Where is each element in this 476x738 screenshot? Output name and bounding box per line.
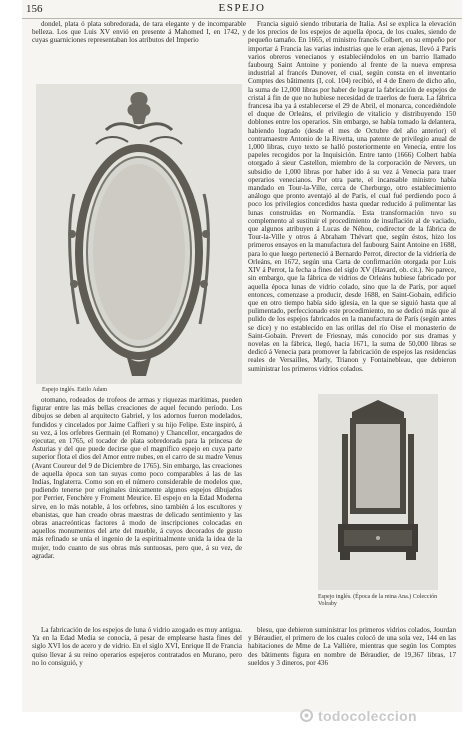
cheval-mirror-image: [318, 394, 438, 590]
book-page: [22, 0, 462, 712]
page-header: [22, 0, 462, 19]
column-top-left: [32, 20, 246, 82]
figure-cheval-mirror: [318, 394, 438, 590]
paragraph: dondel, plata ó plata sobredorada, de tara elegante y de incomparable belleza. Los que Luis XV envió en presente á Mahomed I, en 1742, y cuyas guarniciones representaban los atributos del Imperio: [32, 20, 246, 45]
column-bottom-left: [32, 626, 242, 712]
figure-caption-right: Espejo inglés. (Época de la reina Ana.) Colección Volraby: [318, 594, 438, 607]
watermark-text: todocoleccion: [318, 708, 417, 724]
oval-mirror-image: [36, 84, 242, 384]
figure-oval-mirror: [36, 84, 242, 384]
figure-caption-left: Espejo inglés. Estilo Adam: [42, 387, 107, 393]
column-middle-left: [32, 396, 242, 624]
paragraph: blesu, que debieron suministrar los primeros vidrios colados, Jourdan y Béraudier, el primero de los cuales colocó de una sola vez, 144 en las habitaciones de Mme de La Vallière, mientras que según los Comptes des bâtiments figura en nombre de Béraudier, de 19,367 libras, 17 sueldos y 3 dineros, por 436: [248, 626, 456, 667]
paragraph: otomano, rodeados de trofeos de armas y riquezas marítimas, pueden figurar entre las más bellas creaciones de aquel fecundo período. Los dibujos se deben al arquitecto Gabriel, y los adornos fueron modelados, fundidos y cincelados por Jaime Caffieri y su hijo Felipe. Este inspiró, á su vez, á los orfebres Germain (el Romano) y Chancellor, encargados de ejecutar, en 1765, el tocador de plata sobredorada para la princesa de Asturias y del que puede decirse que el magnífico espejo en cuya parte superior flota el dios del Amor entre nubes, en el carro de su madre Venus (Avant Coureur del 9 de Diciembre de 1765). Sin embargo, las creaciones de aquella época son tan suyas como poco comparables á las de las Indias, Inglaterra. Como son en el número considerable de modelos que, pudiendo tenerse por originales únicamente algunos espejos dibujados por Perrier, Fenchère y Froment Meurice. El espejo en la Edad Moderna sirve, en lo más notable, á los orfebres, sino también á los escultores y ebanistas, que han creado obras maestras de delicado sentimiento y las obras anacreónticas factores á modo de inscripciones colocadas en aquellos monumentos del arte del mueble, á cuyos decorados de gusto más refinado se unía el ingenio de la espiritualmente unida la idea de la mujer, todo cuanto de sus obras más suntuosas, pero que, á su vez, de agradar.: [32, 396, 242, 560]
paragraph: La fabricación de los espejos de luna ó vidrio azogado es muy antigua. Ya en la Edad Media se conocía, á pesar de emplearse hasta fines del siglo XVI los de acero y de vidrio. En el siglo XVI, Enrique II de Francia quiso llevar á su reino operarios espejeros contratados en Murano, pero no lo consiguió, y: [32, 626, 242, 667]
page-number: 156: [26, 3, 43, 15]
paragraph: Francia siguió siendo tributaria de Italia. Así se explica la elevación de los precios de los espejos de aquella época, de los cuales, siendo de pequeño tamaño. En 1665, el ministro francés Colbert, en su empeño por importar á Francia las varias industrias que le eran ajenas, llevó á París varios obreros venecianos y estableciéndolos en un barrio llamado faubourg Saint Antoine y poniendo al frente de la nueva empresa industrial al francés Dunover, el cual, según consta en el inventario Comptes des bâtiments (I, col. 104) recibió, el 4 de Enero de dicho año, la suma de 12,000 libras por haber de lograr la fabricación de espejos de cristal á fin de que no hubiese necesidad de traerlos de fuera. La fábrica francesa iba ya á establecerse el 29 de Abril, el monarca, concediéndole el duque de Orleáns, el privilegio de vitalicio y distribuyendo 150 doblones entre los operarios. Sin embargo, se había tomado la delantera, habiendo logrado (desde el mes de Octubre del año anterior) el contramaestre Antonio de la Rivetta, una patente de privilegio anual de 1,000 libras, cuyo texto se halló posteriormente en Venecia, entre los papeles recogidos por la Inquisición. Entre tanto (1666) Colbert había otorgado á sieur Castellon, miembro de la corporación de Nevers, un subsidio de 1,000 libras por haber ido á su vez á Venecia para traer operarios venecianos. Por otra parte, el incansable ministro había mandado en Tour-la-Ville, cerca de Cherburgo, otro establecimiento análogo que pronto aventajó al de París, el cual fué perdiendo poco á poco los privilegios concedidos hasta quedar reducido á pulimentar las lunas construídas en Normandía. Esta transformación tuvo su complemento al sustituir el procedimiento de insuflación al de vaciado, que algunos atribuyen á Lucas de Néhou, codirector de la fábrica de Tour-la-Ville y otros á Abraham Thévart que, según éstos, hizo los primeros ensayos en la manufactura del faubourg Saint Antoine en 1688, para lo que luego perteneció á Bernardo Perrot, director de la vidriería de Orleáns, en 1672, según una Carta de confirmación otorgada por Luis XIV á Perrot, la fecha a fines del siglo XV (Havard, ob. cit.). No parece, sin embargo, que la fábrica de vidrios de Orleáns hubiese fabricado por aquella época lunas de vidrio colado, sino que la de París, por aquel entonces, comenzase a producir, desde 1688, en Saint-Gobain, edificio que en otro tiempo había sido iglesia, en la que se siguió hasta que al pulimentado, perfeccionado este procedimiento, no se dedicó más que al pulido de los espejos fabricados en la manufactura de París (según antes se dice) y no establecido en las orillas del río Oise el monasterio de Saint-Gobain. Prevert de Friesnay, más conocido por sus dramas y novelas en la fábrica, llegó, hacia 1671, la suma de 50,000 libras se dedicó á Venecia para promover la fabricación de espejos las residencias reales de Versailles, Marly, Trianon y Fontainebleau, que debieron suministrar los primeros vidrios colados.: [248, 20, 456, 373]
watermark-logo-icon: [300, 709, 313, 722]
running-title: ESPEJO: [218, 2, 266, 14]
column-bottom-right: [248, 626, 456, 712]
